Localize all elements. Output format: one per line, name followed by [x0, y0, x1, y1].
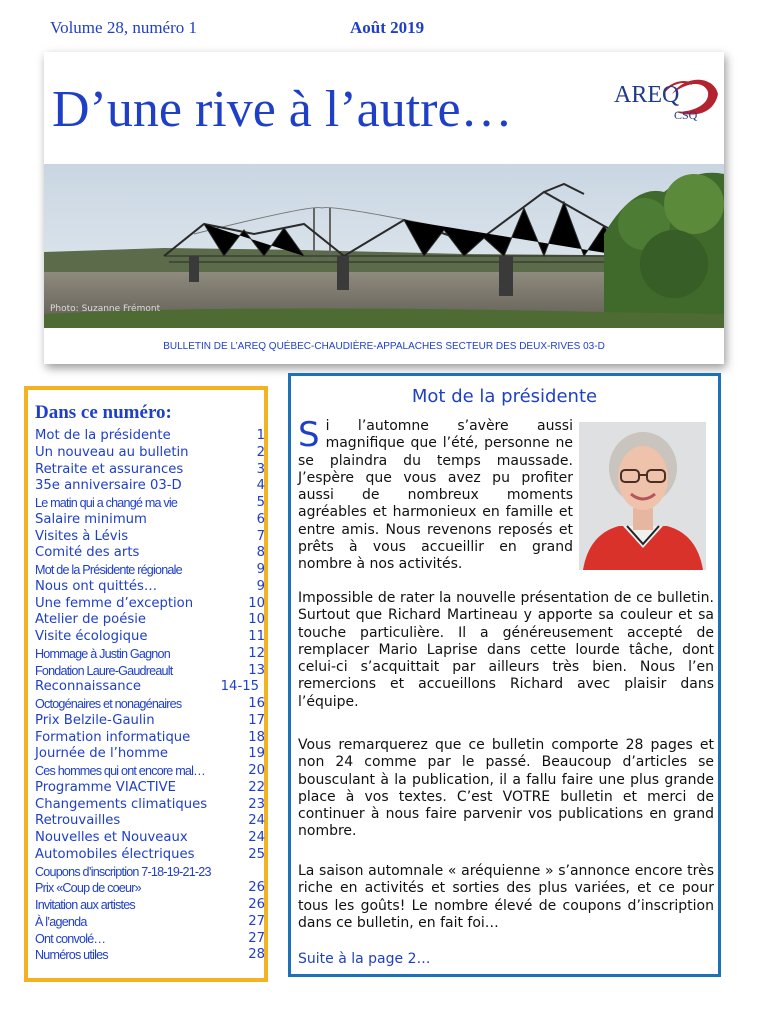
toc-item-page: 12 — [248, 645, 265, 661]
toc-item-label: Retraite et assurances — [35, 461, 184, 477]
toc-item[interactable] — [35, 629, 265, 646]
toc-item[interactable] — [35, 545, 265, 562]
article-title: Mot de la présidente — [411, 386, 598, 407]
toc-item[interactable] — [35, 428, 265, 445]
toc-item-label: Changements climatiques — [35, 796, 208, 812]
toc-item-page: 7 — [256, 528, 265, 544]
toc-item[interactable] — [35, 763, 265, 780]
areq-logo — [610, 68, 722, 138]
logo-subtext: CSQ — [674, 108, 698, 122]
toc-item-label: Fondation Laure-Gaudreault — [35, 663, 173, 678]
toc-item-label: Le matin qui a changé ma vie — [35, 496, 178, 510]
toc-item-label: Mot de la Présidente régionale — [35, 563, 182, 577]
toc-item-label: 35e anniversaire 03-D — [35, 478, 182, 494]
toc-item-label: Ces hommes qui ont encore mal… — [35, 764, 205, 778]
toc-item-label: À l’agenda — [35, 914, 87, 929]
toc-item-label: Octogénaires et nonagénaires — [35, 697, 182, 711]
president-portrait — [579, 422, 706, 570]
toc-item-label: Un nouveau au bulletin — [35, 444, 189, 460]
toc-item-page: 28 — [248, 947, 265, 963]
toc-item-page: 3 — [256, 461, 265, 477]
toc-item[interactable] — [35, 596, 265, 613]
toc-item-page: 25 — [248, 846, 265, 862]
continued-link[interactable]: Suite à la page 2… — [298, 951, 431, 967]
toc-item-page: 27 — [248, 930, 265, 946]
toc-item[interactable] — [35, 579, 265, 596]
portrait-image — [579, 422, 706, 570]
toc-item-label: Atelier de poésie — [35, 612, 147, 628]
bulletin-title: D’une rive à l’autre… — [52, 81, 513, 138]
toc-item-page: 20 — [248, 763, 265, 778]
toc-item-label: Prix Belzile-Gaulin — [35, 712, 155, 728]
toc-item[interactable] — [35, 780, 265, 797]
toc-item-label: Prix «Coup de coeur» — [35, 881, 141, 896]
article-paragraph — [298, 415, 573, 574]
toc-item[interactable] — [35, 445, 265, 462]
article-paragraph: Impossible de rater la nouvelle présentation de ce bulletin. Surtout que Richard Martineau y apporte sa couleur et sa touche particulière. Il a généreusement accepté de remplacer Mario Laprise dans cette lourde tâche, dont celui-ci s’acquittait par ailleurs très bien. Nous l’en remercions et accueillons Richard avec plaisir dans l’équipe. — [298, 590, 714, 710]
toc-title: Dans ce numéro: — [35, 402, 172, 423]
toc-item-label: Salaire minimum — [35, 511, 147, 527]
toc-item-page: 6 — [256, 511, 265, 527]
toc-item-page: 16 — [248, 696, 265, 711]
toc-item[interactable] — [35, 947, 265, 964]
toc-item-label: Ont convolé… — [35, 931, 106, 946]
toc-item-page: 10 — [248, 612, 265, 628]
toc-item[interactable] — [35, 914, 265, 931]
toc-item-label: Mot de la présidente — [35, 428, 171, 443]
toc-item-label: Automobiles électriques — [35, 846, 195, 862]
toc-item[interactable] — [35, 797, 265, 814]
toc-item[interactable] — [35, 746, 265, 763]
photo-credit: Photo: Suzanne Frémont — [50, 304, 161, 314]
toc-item-label: Hommage à Justin Gagnon — [35, 646, 170, 661]
toc-item[interactable] — [35, 730, 265, 747]
toc-item-page: 24 — [248, 813, 265, 829]
toc-item[interactable] — [35, 696, 265, 713]
toc-item-page: 24 — [248, 830, 265, 845]
toc-item-page: 8 — [256, 545, 265, 561]
toc-item[interactable] — [35, 897, 265, 914]
toc-item-label: Coupons d’inscription 7-18-19-21-23 — [35, 864, 211, 879]
toc-item-label: Nous ont quittés… — [35, 578, 158, 594]
table-of-contents — [24, 386, 268, 982]
toc-item-label: Une femme d’exception — [35, 595, 194, 611]
toc-item-label: Comité des arts — [35, 545, 140, 561]
issue-date: Août 2019 — [350, 18, 425, 37]
toc-item[interactable] — [35, 478, 265, 495]
toc-item-label: Formation informatique — [35, 729, 191, 745]
toc-item[interactable] — [35, 931, 265, 948]
toc-item-page: 19 — [248, 746, 265, 762]
paragraph-text: i l’automne s’avère aussi magnifique que l’été, personne ne se plaindra du temps maussade. J’espère que vous avez pu profiter aussi de nombreux moments agréables et harmonieux en famille et entre amis. Nous revenons reposés et prêts à vous accueillir en grand nombre à nos activités. — [298, 418, 573, 573]
toc-item-label: Nouvelles et Nouveaux — [35, 830, 188, 845]
toc-item-page: 2 — [256, 444, 265, 460]
toc-item-page: 27 — [248, 913, 265, 929]
toc-item-page: 4 — [256, 478, 265, 494]
toc-item-label: Reconnaissance — [35, 679, 142, 695]
toc-item[interactable] — [35, 679, 265, 696]
drop-cap: S — [298, 415, 320, 455]
toc-item-page: 23 — [248, 796, 265, 812]
toc-item-label: Visites à Lévis — [35, 528, 129, 544]
toc-item[interactable] — [35, 529, 265, 546]
bridge-photo — [44, 164, 724, 328]
volume-number: Volume 28, numéro 1 — [50, 18, 198, 37]
masthead — [44, 52, 724, 364]
toc-item-label: Programme VIACTIVE — [35, 779, 176, 795]
toc-item[interactable] — [35, 713, 265, 730]
article-paragraph: La saison automnale « aréquienne » s’annonce encore très riche en activités et sorties des plus variées, et ce pour tous les goûts! Le nombre élevé de coupons d’inscription dans ce bulletin, en fait foi… — [298, 863, 714, 931]
toc-item[interactable] — [35, 830, 265, 847]
toc-item[interactable] — [35, 462, 265, 479]
toc-item[interactable] — [35, 813, 265, 830]
toc-item[interactable] — [35, 880, 265, 897]
toc-item-page: 10 — [248, 595, 265, 611]
bulletin-subtitle: BULLETIN DE L’AREQ QUÉBEC-CHAUDIÈRE-APPALACHES SECTEUR DES DEUX-RIVES 03-D — [163, 341, 605, 352]
toc-item[interactable] — [35, 663, 265, 680]
president-article — [288, 373, 721, 977]
toc-item-page: 9 — [256, 578, 265, 594]
toc-item[interactable] — [35, 495, 265, 512]
toc-item-label: Retrouvailles — [35, 813, 121, 829]
toc-item-label: Invitation aux artistes — [35, 898, 135, 912]
toc-item-page: 14-15 — [220, 679, 259, 695]
toc-item-page: 26 — [248, 897, 265, 912]
toc-item-page: 9 — [256, 562, 265, 577]
toc-item-page: 11 — [248, 629, 265, 644]
article-paragraph: Vous remarquerez que ce bulletin comporte 28 pages et non 24 comme par le passé. Beaucoup d’articles se bousculant à la publication, il a fallu faire une plus grande place à vos textes. C’est VOTRE bulletin et merci de continuer à nous faire parvenir vos publications en grand nombre. — [298, 737, 714, 840]
toc-item-page: 5 — [256, 495, 265, 510]
logo-text: AREQ — [614, 82, 680, 108]
toc-item[interactable] — [35, 612, 265, 629]
toc-item-page: 17 — [248, 712, 265, 728]
toc-item-page: 22 — [248, 779, 265, 795]
toc-item-page: 26 — [248, 880, 265, 896]
toc-item[interactable] — [35, 847, 265, 864]
toc-item-page: 13 — [248, 662, 265, 678]
toc-item[interactable] — [35, 562, 265, 579]
toc-list — [35, 428, 265, 964]
toc-item[interactable] — [35, 646, 265, 663]
toc-item[interactable] — [35, 512, 265, 529]
toc-item-label: Visite écologique — [35, 629, 148, 644]
toc-item[interactable] — [35, 864, 265, 881]
toc-item-page: 1 — [256, 428, 265, 443]
toc-item-label: Journée de l’homme — [35, 746, 169, 762]
toc-item-page: 18 — [248, 729, 265, 745]
toc-item-label: Numéros utiles — [35, 948, 108, 963]
